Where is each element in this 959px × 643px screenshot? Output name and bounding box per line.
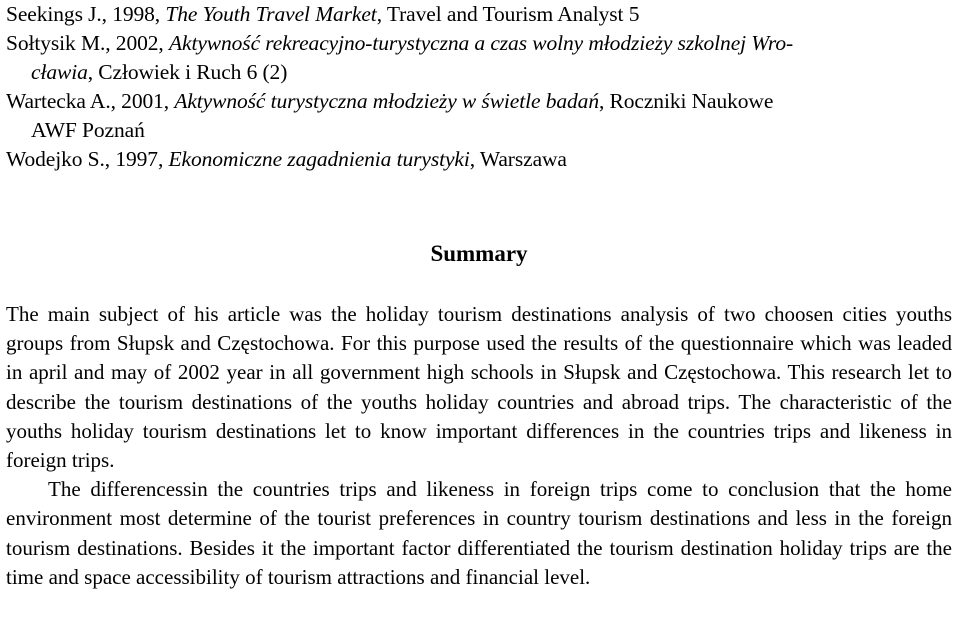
reference-author: AWF Poznań xyxy=(31,118,145,142)
reference-entry-continuation xyxy=(6,116,952,145)
summary-body xyxy=(6,300,952,592)
reference-entry xyxy=(6,145,952,174)
reference-source: , Travel and Tourism Analyst 5 xyxy=(376,2,640,26)
document-page xyxy=(6,0,952,589)
reference-entry xyxy=(6,29,952,58)
reference-author: Wodejko S., 1997, xyxy=(6,147,169,171)
reference-entry xyxy=(6,0,952,29)
summary-heading: Summary xyxy=(430,241,528,266)
reference-title: Aktywność rekreacyjno-turystyczna a czas wolny młodzieży szkolnej Wro- xyxy=(168,31,794,55)
reference-source: , Roczniki Naukowe xyxy=(598,89,774,113)
reference-title: Aktywność turystyczna młodzieży w świetle badań xyxy=(174,89,599,113)
reference-author: Sołtysik M., 2002, xyxy=(6,31,169,55)
reference-author: Wartecka A., 2001, xyxy=(6,89,175,113)
reference-list xyxy=(6,0,952,174)
reference-title: Ekonomiczne zagadnienia turystyki xyxy=(168,147,470,171)
reference-source: , Człowiek i Ruch 6 (2) xyxy=(87,60,288,84)
reference-title: cławia xyxy=(31,60,88,84)
summary-paragraph: The differencessin the countries trips and likeness in foreign trips come to conclusion that the home environment most determine of the tourist preferences in country tourism destinations and less in the foreign tourism destinations. Besides it the important factor differentiated the tourism destination holiday trips are the time and space accessibility of tourism attractions and financial level. xyxy=(6,477,952,589)
reference-entry-continuation xyxy=(6,58,952,87)
reference-title: The Youth Travel Market xyxy=(165,2,377,26)
reference-source: , Warszawa xyxy=(469,147,567,171)
summary-paragraph: The main subject of his article was the holiday tourism destinations analysis of two choosen cities youths groups from Słupsk and Częstochowa. For this purpose used the results of the questionnaire which was leaded in april and may of 2002 year in all government high schools in Słupsk and Częstochowa. This research let to describe the tourism destinations of the youths holiday countries and abroad trips. The characteristic of the youths holiday tourism destinations let to know important differences in the countries trips and likeness in foreign trips. xyxy=(6,302,952,473)
reference-entry xyxy=(6,87,952,116)
reference-author: Seekings J., 1998, xyxy=(6,2,166,26)
